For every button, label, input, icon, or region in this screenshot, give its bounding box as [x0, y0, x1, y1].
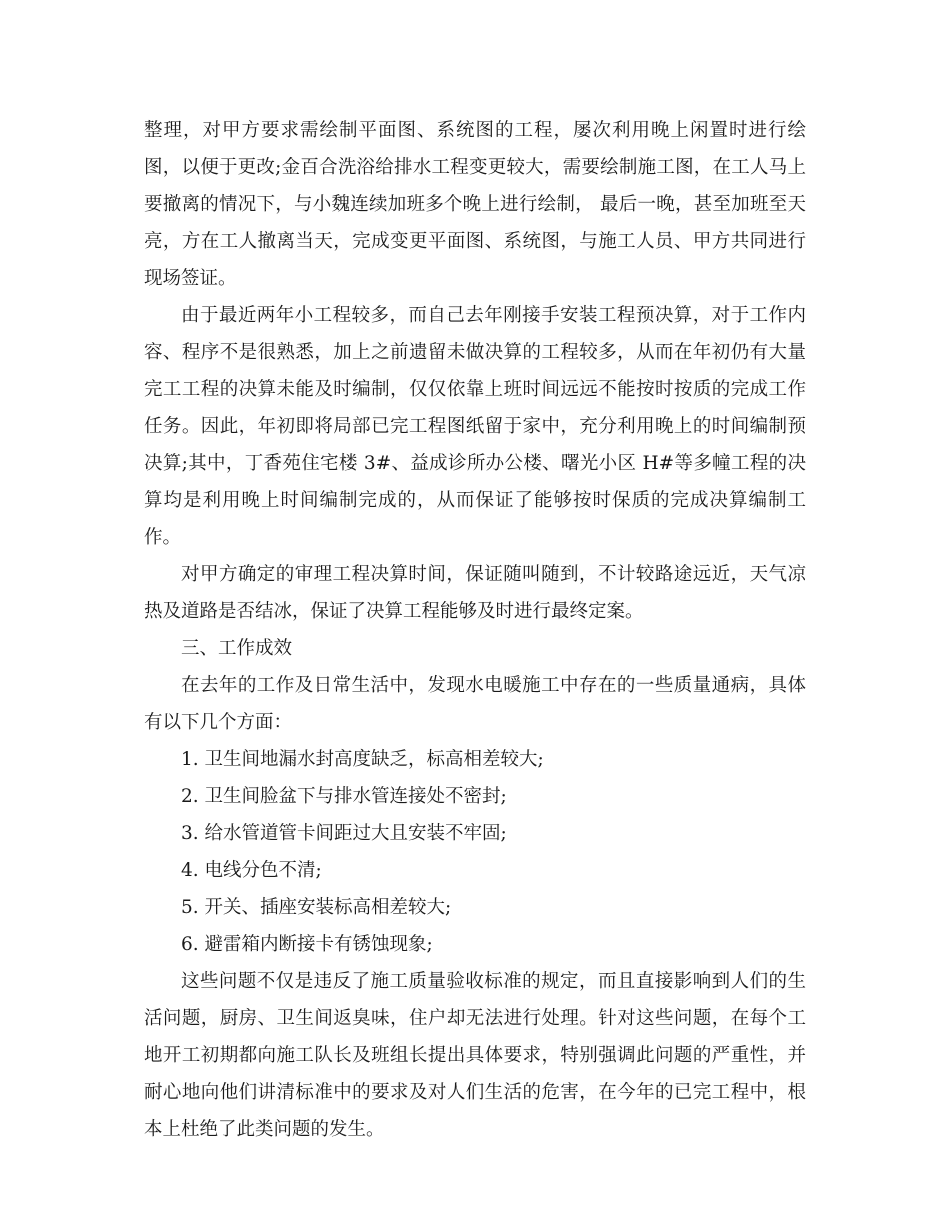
issue-item: 3. 给水管道管卡间距过大且安装不牢固;: [181, 823, 507, 844]
issue-item: 6. 避雷箱内断接卡有锈蚀现象;: [181, 934, 433, 955]
paragraph-conclusion: 这些问题不仅是违反了施工质量验收标准的规定，而且直接影响到人们的生活问题，厨房、卫生间返臭味，住户却无法进行处理。针对这些问题，在每个工地开工初期都向施工队长及班组长提出具体要求，特别强调此问题的严重性，并耐心地向他们讲清标准中的要求及对人们生活的危害，在今年的已完工程中，根本上杜绝了此类问题的发生。: [144, 971, 806, 1140]
section-heading: 三、工作成效: [181, 638, 293, 659]
paragraph-continuation: 整理，对甲方要求需绘制平面图、系统图的工程，屡次利用晚上闲置时进行绘图，以便于更改;金百合洗浴给排水工程变更较大，需要绘制施工图，在工人马上要撤离的情况下，与小魏连续加班多个晚上进行绘制， 最后一晚，甚至加班至天亮，方在工人撤离当天，完成变更平面图、系统图，与施工人员、甲方共同进行现场签证。: [144, 120, 806, 289]
paragraph-on-call: 对甲方确定的审理工程决算时间，保证随叫随到，不计较路途远近，天气凉热及道路是否结冰，保证了决算工程能够及时进行最终定案。: [144, 564, 806, 622]
issue-item: 4. 电线分色不清;: [181, 860, 322, 881]
issue-item: 1. 卫生间地漏水封高度缺乏，标高相差较大;: [181, 749, 544, 770]
issue-item: 2. 卫生间脸盆下与排水管连接处不密封;: [181, 786, 507, 807]
document-body: [144, 112, 806, 1148]
paragraph-budget-work: 由于最近两年小工程较多，而自己去年刚接手安装工程预决算，对于工作内容、程序不是很熟悉，加上之前遗留未做决算的工程较多，从而在年初仍有大量完工工程的决算未能及时编制，仅仅依靠上班时间远远不能按时按质的完成工作任务。因此，年初即将局部已完工程图纸留于家中，充分利用晚上的时间编制预决算;其中，丁香苑住宅楼 3#、益成诊所办公楼、曙光小区 H#等多幢工程的决算均是利用晚上时间编制完成的，从而保证了能够按时保质的完成决算编制工作。: [144, 305, 806, 548]
paragraph-intro: 在去年的工作及日常生活中，发现水电暖施工中存在的一些质量通病，具体有以下几个方面：: [144, 675, 806, 733]
issue-item: 5. 开关、插座安装标高相差较大;: [181, 897, 452, 918]
